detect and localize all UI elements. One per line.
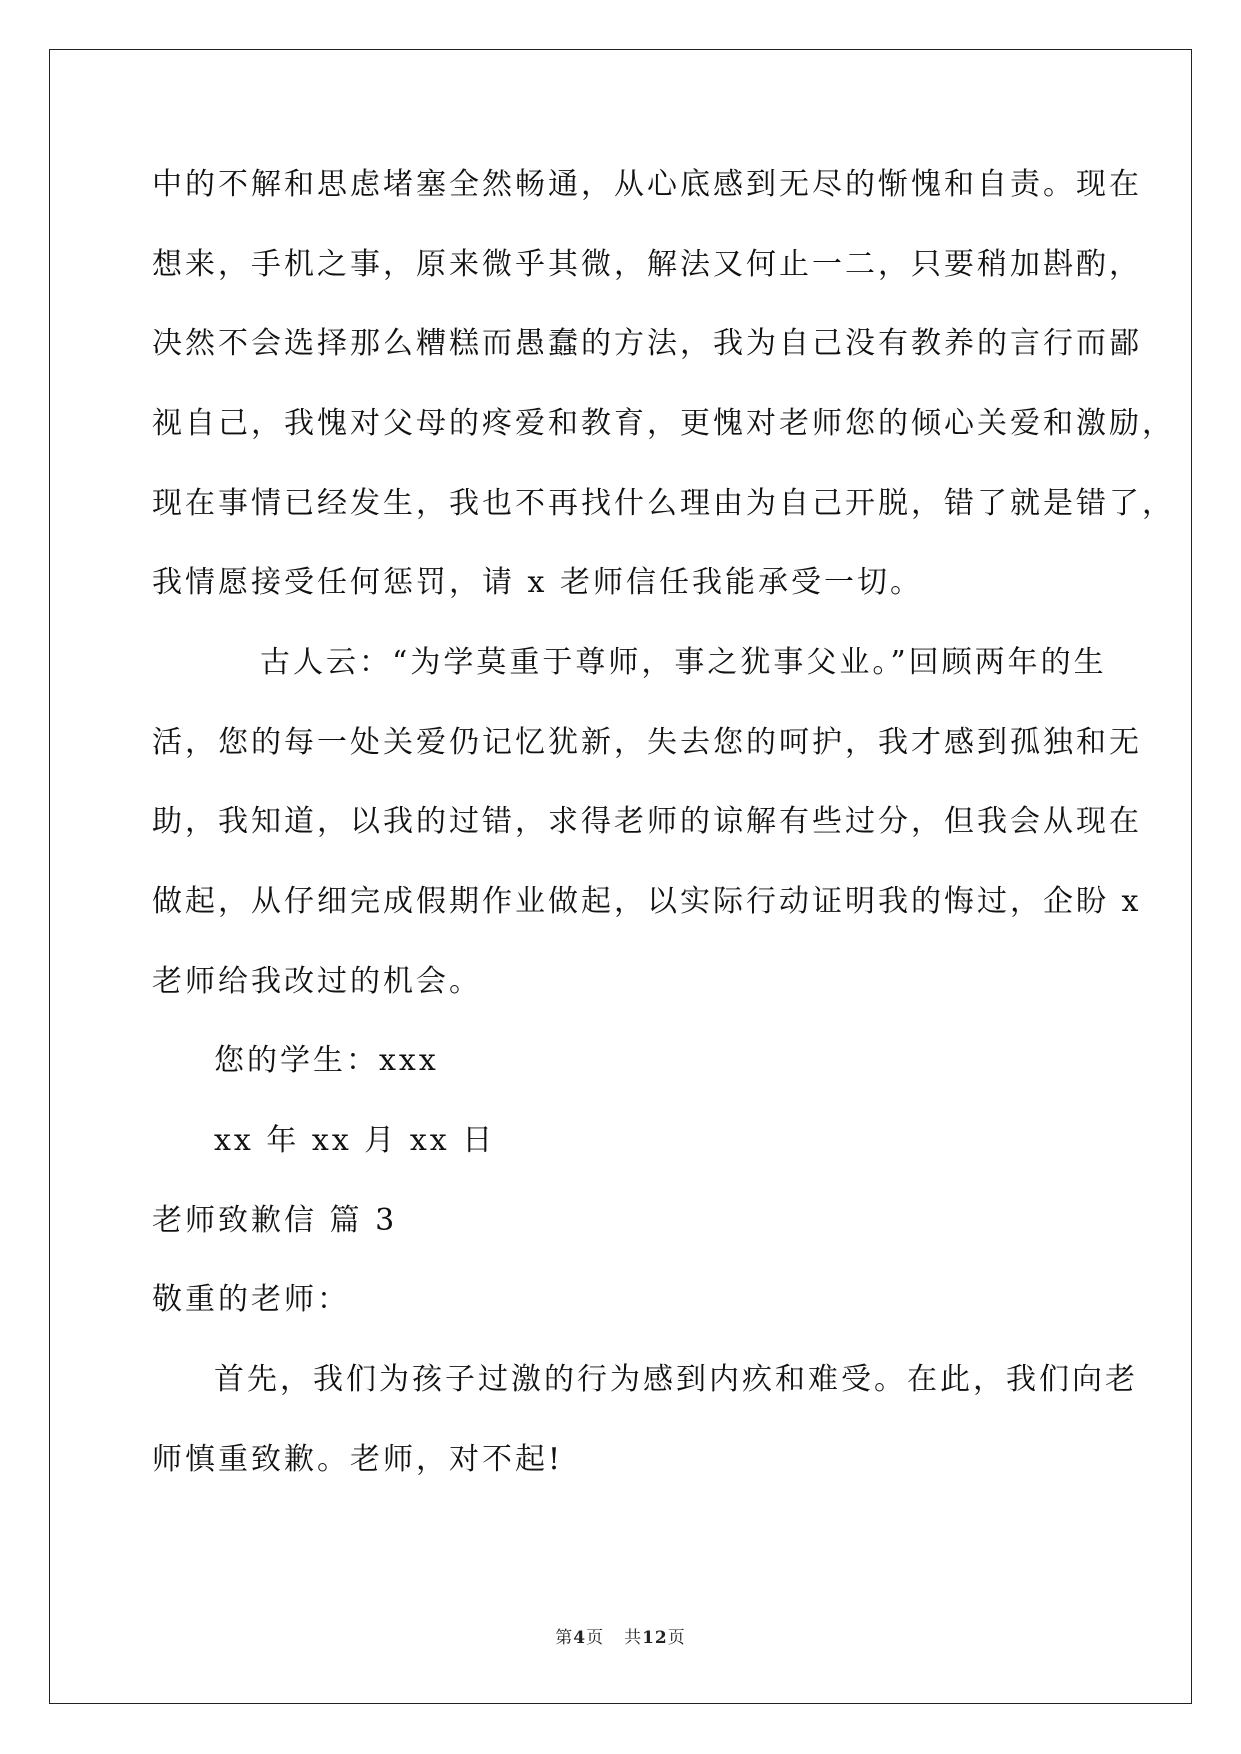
paragraph-line: 现在事情已经发生，我也不再找什么理由为自己开脱，错了就是错了， <box>152 486 1175 521</box>
paragraph-line: 师慎重致歉。老师，对不起! <box>152 1442 564 1477</box>
paragraph-line: 首先，我们为孩子过激的行为感到内疚和难受。在此，我们向老 <box>214 1362 1138 1397</box>
signature-line: 您的学生：xxx <box>214 1043 439 1078</box>
footer-prefix: 第 <box>555 1628 574 1648</box>
paragraph-line: 决然不会选择那么糟糕而愚蠢的方法，我为自己没有教养的言行而鄙 <box>152 326 1142 361</box>
paragraph-line: 我情愿接受任何惩罚，请 x 老师信任我能承受一切。 <box>152 565 923 600</box>
paragraph-line: 视自己，我愧对父母的疼爱和教育，更愧对老师您的倾心关爱和激励， <box>152 406 1175 441</box>
paragraph-line: 做起，从仔细完成假期作业做起，以实际行动证明我的悔过，企盼 x <box>152 884 1142 919</box>
page-footer <box>0 1623 1241 1648</box>
page-number: 4 <box>573 1628 587 1648</box>
paragraph-line: 古人云：“为学莫重于尊师，事之犹事父业。”回顾两年的生 <box>260 645 1107 680</box>
total-pages: 12 <box>642 1628 668 1648</box>
section-heading: 老师致歉信 篇 3 <box>152 1203 398 1238</box>
paragraph-line: 中的不解和思虑堵塞全然畅通，从心底感到无尽的惭愧和自责。现在 <box>152 167 1142 202</box>
date-line: xx 年 xx 月 xx 日 <box>214 1123 496 1158</box>
footer-total-prefix: 共 <box>624 1628 643 1648</box>
salutation: 敬重的老师： <box>152 1282 350 1317</box>
footer-page-suffix: 页 <box>586 1628 605 1648</box>
paragraph-line: 老师给我改过的机会。 <box>152 964 482 999</box>
paragraph-line: 活，您的每一处关爱仍记忆犹新，失去您的呵护，我才感到孤独和无 <box>152 725 1142 760</box>
paragraph-line: 助，我知道，以我的过错，求得老师的谅解有些过分，但我会从现在 <box>152 804 1142 839</box>
footer-total-suffix: 页 <box>667 1628 686 1648</box>
paragraph-line: 想来，手机之事，原来微乎其微，解法又何止一二，只要稍加斟酌， <box>152 247 1142 282</box>
